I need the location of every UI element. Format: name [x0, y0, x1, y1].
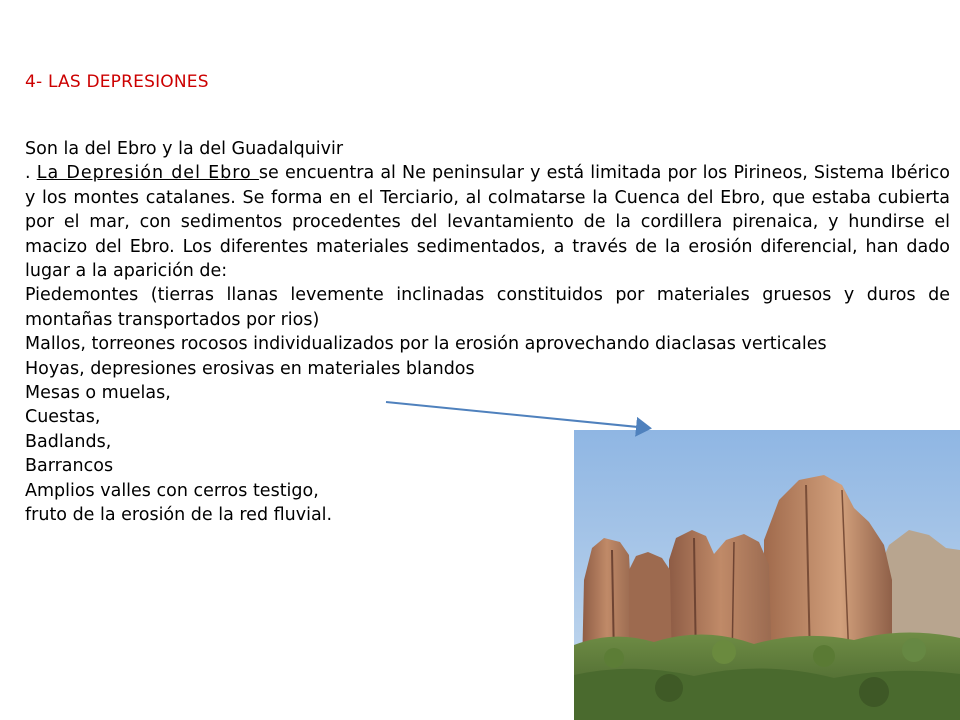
mallos-rock-photo: [574, 430, 960, 720]
list-item-mallos: Mallos, torreones rocosos individualizados por la erosión aprovechando diaclasas verticales: [25, 334, 827, 355]
list-item-piedemontes: Piedemontes (tierras llanas levemente inclinadas constituidos por materiales gruesos y duros de montañas transportados por rios): [25, 285, 950, 330]
slide-heading: 4- LAS DEPRESIONES: [25, 72, 209, 92]
mallos-rock-illustration: [574, 430, 960, 720]
list-item-cuestas: Cuestas,: [25, 407, 101, 428]
list-item-barrancos: Barrancos: [25, 456, 114, 477]
paragraph-lead: .: [25, 163, 37, 184]
list-item-fruto: fruto de la erosión de la red fluvial.: [25, 505, 333, 526]
ebro-term-underlined: La Depresión del Ebro: [36, 163, 259, 184]
list-item-mesas: Mesas o muelas,: [25, 383, 171, 404]
list-item-hoyas: Hoyas, depresiones erosivas en materiales blandos: [25, 358, 475, 379]
intro-line: Son la del Ebro y la del Guadalquivir: [25, 139, 344, 159]
ebro-paragraph: [25, 161, 950, 283]
list-item-valles: Amplios valles con cerros testigo,: [25, 480, 319, 501]
list-item-badlands: Badlands,: [25, 431, 112, 452]
paragraph-rest: se encuentra al Ne peninsular y está limitada por los Pirineos, Sistema Ibérico y los montes catalanes. Se forma en el Terciario, al colmatarse la Cuenca del Ebro, que estaba cubierta por el mar, con sedimentos procedentes del levantamiento de la cordillera pirenaica, y hundirse el macizo del Ebro. Los diferentes materiales sedimentados, a través de la erosión diferencial, han dado lugar a la aparición de:: [25, 163, 950, 282]
